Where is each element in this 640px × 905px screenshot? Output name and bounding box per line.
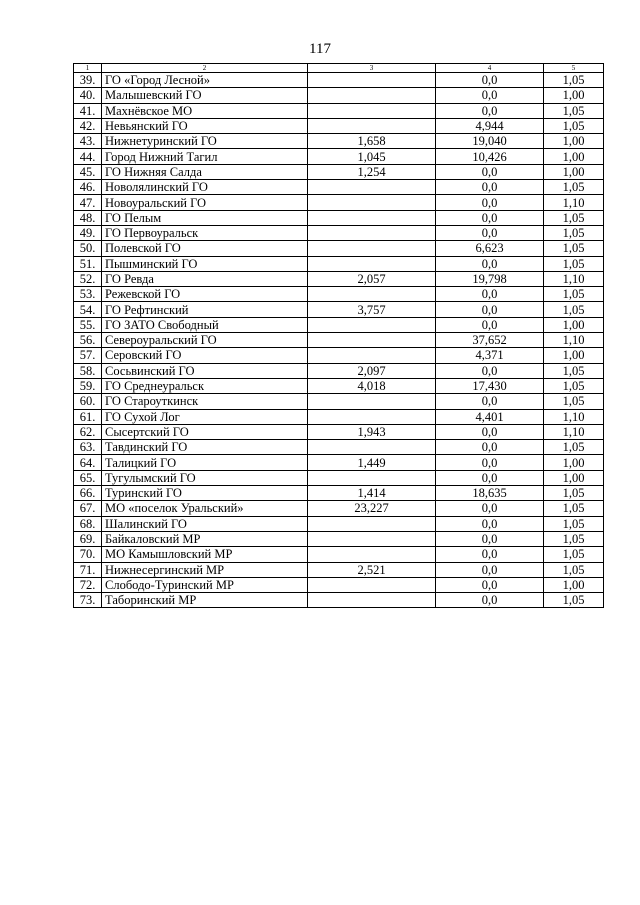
coefficient-cell: 1,05 xyxy=(544,180,604,195)
coefficient-cell: 1,05 xyxy=(544,302,604,317)
row-number-cell: 69. xyxy=(74,531,102,546)
value-3-cell xyxy=(308,531,436,546)
table-row xyxy=(74,531,604,546)
value-4-cell: 0,0 xyxy=(436,501,544,516)
value-3-cell xyxy=(308,103,436,118)
table-row xyxy=(74,348,604,363)
coefficient-cell: 1,05 xyxy=(544,210,604,225)
value-3-cell xyxy=(308,195,436,210)
coefficient-cell: 1,00 xyxy=(544,577,604,592)
column-header: 3 xyxy=(308,64,436,73)
value-4-cell: 0,0 xyxy=(436,531,544,546)
coefficient-cell: 1,05 xyxy=(544,225,604,240)
table-row xyxy=(74,562,604,577)
coefficient-cell: 1,00 xyxy=(544,88,604,103)
municipality-name-cell: Туринский ГО xyxy=(102,486,308,501)
value-3-cell xyxy=(308,88,436,103)
row-number-cell: 48. xyxy=(74,210,102,225)
value-4-cell: 0,0 xyxy=(436,195,544,210)
value-4-cell: 0,0 xyxy=(436,470,544,485)
row-number-cell: 58. xyxy=(74,363,102,378)
coefficient-cell: 1,10 xyxy=(544,333,604,348)
coefficient-cell: 1,00 xyxy=(544,164,604,179)
coefficient-cell: 1,05 xyxy=(544,241,604,256)
value-3-cell xyxy=(308,348,436,363)
value-3-cell: 2,521 xyxy=(308,562,436,577)
municipality-name-cell: Тавдинский ГО xyxy=(102,440,308,455)
value-3-cell xyxy=(308,225,436,240)
value-4-cell: 0,0 xyxy=(436,577,544,592)
row-number-cell: 57. xyxy=(74,348,102,363)
value-4-cell: 0,0 xyxy=(436,164,544,179)
value-4-cell: 0,0 xyxy=(436,455,544,470)
value-3-cell: 2,057 xyxy=(308,271,436,286)
value-4-cell: 0,0 xyxy=(436,363,544,378)
table-row xyxy=(74,287,604,302)
municipality-name-cell: Шалинский ГО xyxy=(102,516,308,531)
table-row xyxy=(74,225,604,240)
table-row xyxy=(74,516,604,531)
value-4-cell: 0,0 xyxy=(436,547,544,562)
table-row xyxy=(74,149,604,164)
value-4-cell: 19,798 xyxy=(436,271,544,286)
table-row xyxy=(74,271,604,286)
municipality-name-cell: ГО Рефтинский xyxy=(102,302,308,317)
table-row xyxy=(74,547,604,562)
table-row xyxy=(74,470,604,485)
value-3-cell xyxy=(308,317,436,332)
value-4-cell: 0,0 xyxy=(436,317,544,332)
row-number-cell: 46. xyxy=(74,180,102,195)
municipality-name-cell: ГО Среднеуральск xyxy=(102,378,308,393)
value-3-cell xyxy=(308,256,436,271)
value-4-cell: 0,0 xyxy=(436,256,544,271)
table-row xyxy=(74,210,604,225)
value-3-cell xyxy=(308,470,436,485)
table-row xyxy=(74,577,604,592)
municipality-name-cell: Сосьвинский ГО xyxy=(102,363,308,378)
value-4-cell: 4,371 xyxy=(436,348,544,363)
coefficient-cell: 1,05 xyxy=(544,394,604,409)
row-number-cell: 73. xyxy=(74,593,102,608)
value-4-cell: 0,0 xyxy=(436,73,544,88)
table-row xyxy=(74,378,604,393)
value-3-cell xyxy=(308,241,436,256)
coefficient-cell: 1,00 xyxy=(544,470,604,485)
column-header: 1 xyxy=(74,64,102,73)
row-number-cell: 41. xyxy=(74,103,102,118)
row-number-cell: 44. xyxy=(74,149,102,164)
table-row xyxy=(74,118,604,133)
data-table xyxy=(73,63,604,608)
table-row xyxy=(74,103,604,118)
coefficient-cell: 1,05 xyxy=(544,103,604,118)
municipality-name-cell: Талицкий ГО xyxy=(102,455,308,470)
municipality-name-cell: Полевской ГО xyxy=(102,241,308,256)
municipality-name-cell: Серовский ГО xyxy=(102,348,308,363)
coefficient-cell: 1,05 xyxy=(544,531,604,546)
value-3-cell xyxy=(308,409,436,424)
municipality-name-cell: ГО ЗАТО Свободный xyxy=(102,317,308,332)
value-4-cell: 0,0 xyxy=(436,210,544,225)
table-row xyxy=(74,501,604,516)
coefficient-cell: 1,05 xyxy=(544,440,604,455)
value-3-cell xyxy=(308,394,436,409)
value-3-cell: 3,757 xyxy=(308,302,436,317)
page-number: 117 xyxy=(309,41,331,57)
table-row xyxy=(74,180,604,195)
table-row xyxy=(74,333,604,348)
municipality-name-cell: Нижнесергинский МР xyxy=(102,562,308,577)
value-3-cell xyxy=(308,118,436,133)
coefficient-cell: 1,10 xyxy=(544,409,604,424)
municipality-name-cell: Сысертский ГО xyxy=(102,424,308,439)
value-3-cell xyxy=(308,73,436,88)
table-row xyxy=(74,593,604,608)
municipality-name-cell: ГО Нижняя Салда xyxy=(102,164,308,179)
row-number-cell: 51. xyxy=(74,256,102,271)
municipality-name-cell: ГО Ревда xyxy=(102,271,308,286)
value-3-cell xyxy=(308,516,436,531)
municipality-name-cell: Город Нижний Тагил xyxy=(102,149,308,164)
value-3-cell xyxy=(308,440,436,455)
municipality-name-cell: ГО Сухой Лог xyxy=(102,409,308,424)
value-4-cell: 4,944 xyxy=(436,118,544,133)
value-4-cell: 0,0 xyxy=(436,287,544,302)
column-header: 4 xyxy=(436,64,544,73)
row-number-cell: 72. xyxy=(74,577,102,592)
coefficient-cell: 1,05 xyxy=(544,378,604,393)
row-number-cell: 47. xyxy=(74,195,102,210)
municipality-name-cell: МО Камышловский МР xyxy=(102,547,308,562)
row-number-cell: 59. xyxy=(74,378,102,393)
value-3-cell xyxy=(308,287,436,302)
value-4-cell: 0,0 xyxy=(436,180,544,195)
value-3-cell: 1,658 xyxy=(308,134,436,149)
value-4-cell: 0,0 xyxy=(436,516,544,531)
coefficient-cell: 1,00 xyxy=(544,348,604,363)
row-number-cell: 60. xyxy=(74,394,102,409)
table-row xyxy=(74,73,604,88)
coefficient-cell: 1,10 xyxy=(544,424,604,439)
table-body xyxy=(74,73,604,608)
coefficient-cell: 1,00 xyxy=(544,455,604,470)
municipality-name-cell: Новоуральский ГО xyxy=(102,195,308,210)
coefficient-cell: 1,05 xyxy=(544,562,604,577)
coefficient-cell: 1,10 xyxy=(544,195,604,210)
value-4-cell: 0,0 xyxy=(436,225,544,240)
municipality-name-cell: ГО Пелым xyxy=(102,210,308,225)
value-3-cell xyxy=(308,593,436,608)
municipality-name-cell: ГО Первоуральск xyxy=(102,225,308,240)
row-number-cell: 70. xyxy=(74,547,102,562)
value-3-cell: 2,097 xyxy=(308,363,436,378)
value-4-cell: 4,401 xyxy=(436,409,544,424)
value-3-cell: 1,943 xyxy=(308,424,436,439)
table-row xyxy=(74,256,604,271)
table-row xyxy=(74,455,604,470)
row-number-cell: 45. xyxy=(74,164,102,179)
coefficient-cell: 1,00 xyxy=(544,134,604,149)
coefficient-cell: 1,05 xyxy=(544,547,604,562)
value-4-cell: 0,0 xyxy=(436,440,544,455)
row-number-cell: 43. xyxy=(74,134,102,149)
value-4-cell: 0,0 xyxy=(436,562,544,577)
municipality-name-cell: ГО Староуткинск xyxy=(102,394,308,409)
municipality-name-cell: Байкаловский МР xyxy=(102,531,308,546)
row-number-cell: 50. xyxy=(74,241,102,256)
row-number-cell: 68. xyxy=(74,516,102,531)
value-3-cell: 4,018 xyxy=(308,378,436,393)
row-number-cell: 65. xyxy=(74,470,102,485)
row-number-cell: 56. xyxy=(74,333,102,348)
table-row xyxy=(74,88,604,103)
table-header-row xyxy=(74,64,604,73)
coefficient-cell: 1,05 xyxy=(544,593,604,608)
table-row xyxy=(74,317,604,332)
coefficient-cell: 1,10 xyxy=(544,271,604,286)
coefficient-cell: 1,05 xyxy=(544,516,604,531)
row-number-cell: 42. xyxy=(74,118,102,133)
row-number-cell: 55. xyxy=(74,317,102,332)
coefficient-cell: 1,05 xyxy=(544,501,604,516)
value-3-cell xyxy=(308,577,436,592)
value-4-cell: 0,0 xyxy=(436,424,544,439)
value-3-cell: 23,227 xyxy=(308,501,436,516)
municipality-name-cell: Невьянский ГО xyxy=(102,118,308,133)
row-number-cell: 67. xyxy=(74,501,102,516)
coefficient-cell: 1,00 xyxy=(544,149,604,164)
row-number-cell: 71. xyxy=(74,562,102,577)
coefficient-cell: 1,05 xyxy=(544,363,604,378)
row-number-cell: 49. xyxy=(74,225,102,240)
value-4-cell: 17,430 xyxy=(436,378,544,393)
value-4-cell: 6,623 xyxy=(436,241,544,256)
value-4-cell: 0,0 xyxy=(436,302,544,317)
coefficient-cell: 1,05 xyxy=(544,118,604,133)
municipality-name-cell: Таборинский МР xyxy=(102,593,308,608)
row-number-cell: 61. xyxy=(74,409,102,424)
coefficient-cell: 1,05 xyxy=(544,256,604,271)
column-header: 5 xyxy=(544,64,604,73)
municipality-name-cell: ГО «Город Лесной» xyxy=(102,73,308,88)
value-3-cell xyxy=(308,333,436,348)
value-4-cell: 37,652 xyxy=(436,333,544,348)
table-row xyxy=(74,241,604,256)
value-4-cell: 0,0 xyxy=(436,103,544,118)
row-number-cell: 39. xyxy=(74,73,102,88)
municipality-name-cell: Североуральский ГО xyxy=(102,333,308,348)
table-row xyxy=(74,363,604,378)
value-3-cell: 1,045 xyxy=(308,149,436,164)
municipality-name-cell: Режевской ГО xyxy=(102,287,308,302)
row-number-cell: 64. xyxy=(74,455,102,470)
table-row xyxy=(74,440,604,455)
table-row xyxy=(74,302,604,317)
value-4-cell: 19,040 xyxy=(436,134,544,149)
row-number-cell: 62. xyxy=(74,424,102,439)
value-3-cell xyxy=(308,547,436,562)
table-row xyxy=(74,164,604,179)
row-number-cell: 40. xyxy=(74,88,102,103)
row-number-cell: 66. xyxy=(74,486,102,501)
municipality-name-cell: Пышминский ГО xyxy=(102,256,308,271)
row-number-cell: 52. xyxy=(74,271,102,286)
column-header: 2 xyxy=(102,64,308,73)
municipality-name-cell: Малышевский ГО xyxy=(102,88,308,103)
value-3-cell: 1,254 xyxy=(308,164,436,179)
municipality-name-cell: Нижнетуринский ГО xyxy=(102,134,308,149)
municipality-name-cell: МО «поселок Уральский» xyxy=(102,501,308,516)
value-3-cell: 1,449 xyxy=(308,455,436,470)
coefficient-cell: 1,05 xyxy=(544,486,604,501)
value-4-cell: 0,0 xyxy=(436,394,544,409)
coefficient-cell: 1,05 xyxy=(544,73,604,88)
value-4-cell: 18,635 xyxy=(436,486,544,501)
value-3-cell: 1,414 xyxy=(308,486,436,501)
table-row xyxy=(74,394,604,409)
table-row xyxy=(74,195,604,210)
municipality-name-cell: Слободо-Туринский МР xyxy=(102,577,308,592)
municipality-name-cell: Новолялинский ГО xyxy=(102,180,308,195)
municipality-name-cell: Махнёвское МО xyxy=(102,103,308,118)
table-row xyxy=(74,486,604,501)
coefficient-cell: 1,00 xyxy=(544,317,604,332)
row-number-cell: 63. xyxy=(74,440,102,455)
value-4-cell: 0,0 xyxy=(436,593,544,608)
row-number-cell: 53. xyxy=(74,287,102,302)
value-4-cell: 10,426 xyxy=(436,149,544,164)
row-number-cell: 54. xyxy=(74,302,102,317)
table-row xyxy=(74,424,604,439)
coefficient-cell: 1,05 xyxy=(544,287,604,302)
value-3-cell xyxy=(308,180,436,195)
municipality-name-cell: Тугулымский ГО xyxy=(102,470,308,485)
table-row xyxy=(74,134,604,149)
value-3-cell xyxy=(308,210,436,225)
value-4-cell: 0,0 xyxy=(436,88,544,103)
table-row xyxy=(74,409,604,424)
